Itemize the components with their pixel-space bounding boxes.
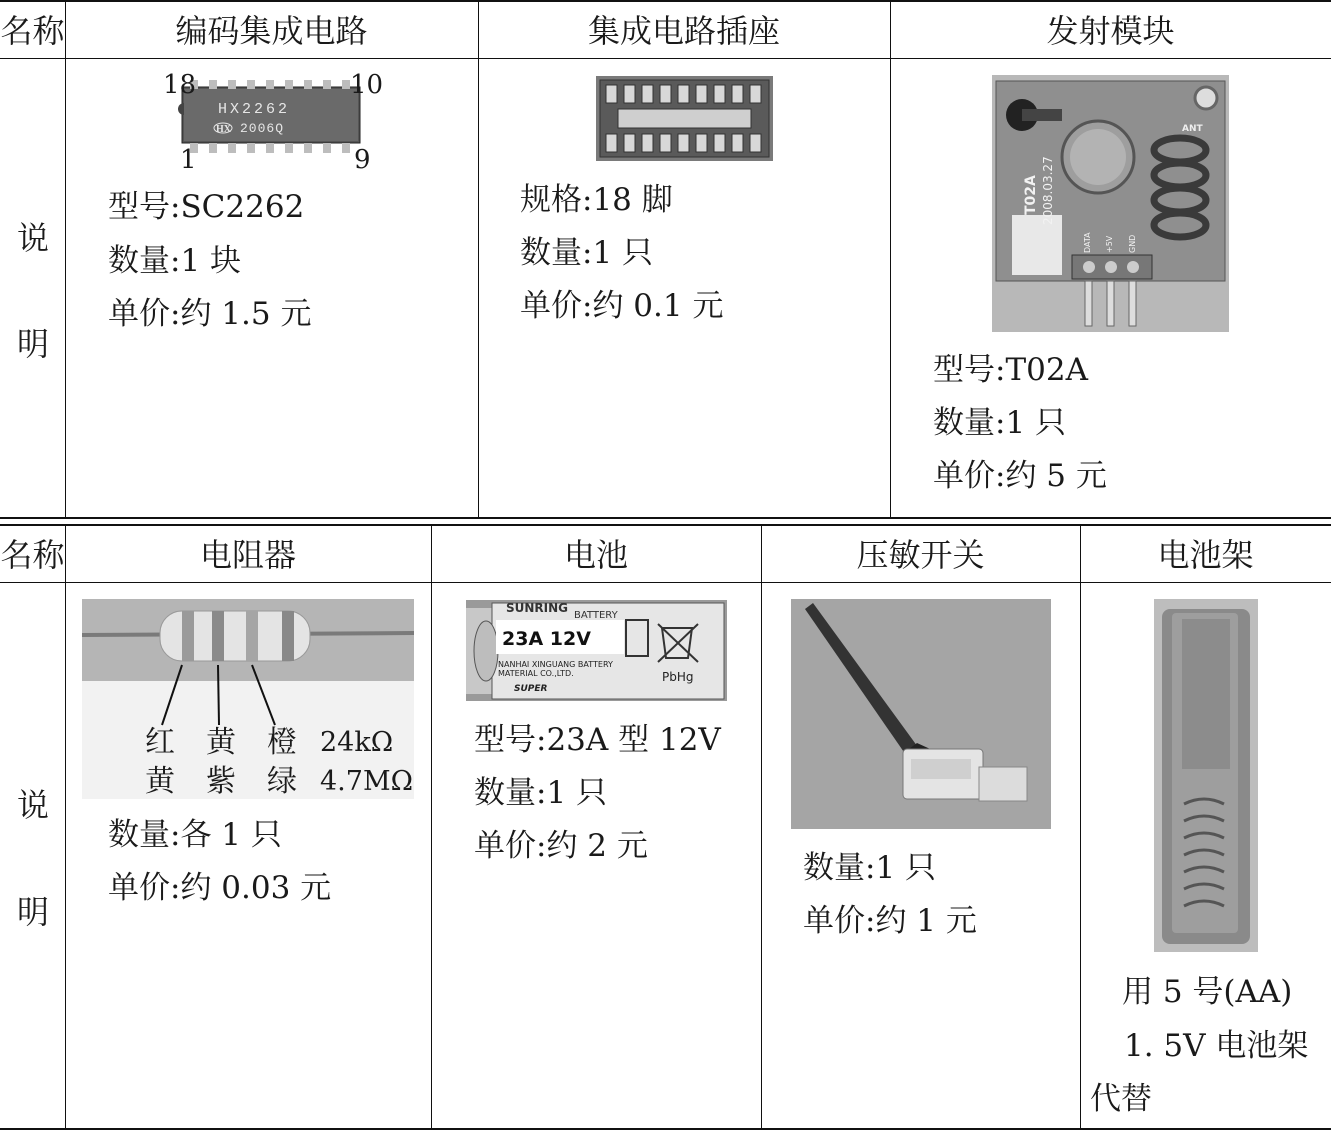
header-battery-holder: 电池架 xyxy=(1157,536,1254,574)
encoder-price: 单价:约 1.5 元 xyxy=(108,296,312,332)
col-divider xyxy=(478,0,479,519)
resistor-value-label: 4.7MΩ xyxy=(320,766,413,797)
module-model: 型号:T02A xyxy=(933,352,1088,388)
chip-logo: HX xyxy=(216,124,231,135)
switch-quantity: 数量:1 只 xyxy=(803,850,937,886)
header-battery: 电池 xyxy=(563,536,628,574)
header-encoder-ic: 编码集成电路 xyxy=(175,12,368,50)
resistor-band-label: 黄 xyxy=(145,764,175,799)
col-divider xyxy=(1080,524,1081,1130)
battery-word: BATTERY xyxy=(574,610,618,621)
name-header: 名称 xyxy=(0,536,65,574)
module-ant-label: ANT xyxy=(1182,124,1203,134)
battery-model-text: 型号:23A 型 12V xyxy=(474,722,721,758)
socket-spec: 规格:18 脚 xyxy=(520,182,673,218)
header-resistor: 电阻器 xyxy=(199,536,296,574)
pin-label-18: 18 xyxy=(163,70,197,100)
table-1-bottom-rule xyxy=(0,517,1331,519)
battery-maker-2: MATERIAL CO.,LTD. xyxy=(498,669,574,678)
pressure-switch-photo xyxy=(791,599,1051,829)
resistor-band-label: 红 xyxy=(145,725,175,760)
pin-label-10: 10 xyxy=(350,70,384,100)
battery-holder-photo xyxy=(1154,599,1258,952)
resistor-band-label: 绿 xyxy=(267,764,297,799)
battery-brand: SUNRING xyxy=(506,601,569,615)
desc-label-char: 说 xyxy=(17,219,50,257)
battery-photo xyxy=(466,600,727,701)
holder-note: 1. 5V 电池架 xyxy=(1124,1028,1309,1064)
resistor-price: 单价:约 0.03 元 xyxy=(108,870,332,906)
module-pin-data: DATA xyxy=(1083,232,1092,253)
module-pin-5v: +5V xyxy=(1105,235,1114,253)
pin-label-1: 1 xyxy=(180,145,197,175)
desc-label-char: 明 xyxy=(17,893,50,931)
battery-maker: NANHAI XINGUANG BATTERY xyxy=(498,660,613,669)
module-pin-gnd: GND xyxy=(1128,234,1137,253)
battery-super: SUPER xyxy=(514,684,548,694)
encoder-model: 型号:SC2262 xyxy=(108,189,305,225)
battery-model: 23A 12V xyxy=(502,628,591,650)
battery-price: 单价:约 2 元 xyxy=(474,828,648,864)
col-divider xyxy=(431,524,432,1130)
encoder-quantity: 数量:1 块 xyxy=(108,243,242,279)
table-1-top-rule xyxy=(0,0,1331,2)
switch-price: 单价:约 1 元 xyxy=(803,903,977,939)
chip-marking-top: HX2262 xyxy=(218,101,291,118)
socket-price: 单价:约 0.1 元 xyxy=(520,288,724,324)
table-2-header-rule xyxy=(0,582,1331,583)
col-divider xyxy=(761,524,762,1130)
resistor-quantity: 数量:各 1 只 xyxy=(108,817,282,853)
header-transmitter-module: 发射模块 xyxy=(1046,12,1175,50)
resistor-band-label: 黄 xyxy=(206,725,236,760)
chip-marking-bottom: 2006Q xyxy=(240,121,285,136)
module-price: 单价:约 5 元 xyxy=(933,458,1107,494)
holder-note: 用 5 号(AA) xyxy=(1122,974,1293,1010)
name-header: 名称 xyxy=(0,12,65,50)
module-quantity: 数量:1 只 xyxy=(933,405,1067,441)
resistor-band-label: 橙 xyxy=(267,725,297,760)
socket-quantity: 数量:1 只 xyxy=(520,235,654,271)
module-marking: T02A xyxy=(1023,175,1039,215)
ic-socket-photo xyxy=(596,76,773,161)
holder-note: 代替 xyxy=(1090,1081,1152,1117)
table-2-top-rule xyxy=(0,524,1331,526)
desc-label-char: 明 xyxy=(17,325,50,363)
transmitter-module-photo xyxy=(992,75,1229,332)
table-1-header-rule xyxy=(0,58,1331,59)
resistor-value-label: 24kΩ xyxy=(320,727,394,758)
header-ic-socket: 集成电路插座 xyxy=(587,12,780,50)
header-pressure-switch: 压敏开关 xyxy=(856,536,985,574)
pin-label-9: 9 xyxy=(354,145,371,175)
battery-quantity: 数量:1 只 xyxy=(474,775,608,811)
col-divider xyxy=(65,524,66,1130)
col-divider xyxy=(65,0,66,519)
col-divider xyxy=(890,0,891,519)
desc-label-char: 说 xyxy=(17,786,50,824)
resistor-band-label: 紫 xyxy=(206,764,236,799)
battery-pbhg: PbHg xyxy=(662,670,694,684)
module-date: 2008.03.27 xyxy=(1041,156,1055,225)
